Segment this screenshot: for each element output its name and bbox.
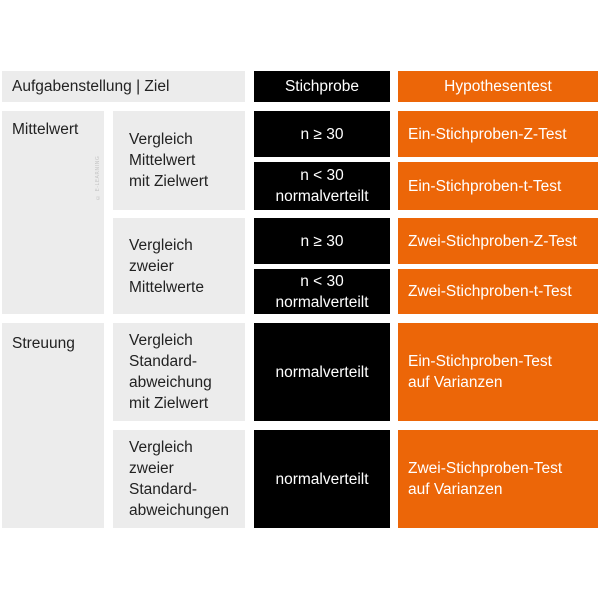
sample-text: n < 30 bbox=[300, 272, 344, 290]
header-test-label: Hypothesentest bbox=[444, 78, 552, 95]
copyright-watermark: © E-LEARNING bbox=[95, 155, 101, 200]
comparison-line: Vergleich bbox=[129, 131, 193, 148]
sample-cell bbox=[254, 323, 390, 421]
header-sample bbox=[254, 71, 390, 102]
comparison-line: abweichungen bbox=[129, 502, 229, 519]
sample-text: normalverteilt bbox=[275, 293, 369, 311]
group-streuung bbox=[2, 323, 104, 528]
test-text: auf Varianzen bbox=[408, 481, 503, 498]
comparison-line: abweichung bbox=[129, 374, 212, 391]
sample-text: n ≥ 30 bbox=[300, 232, 344, 250]
sample-cell bbox=[254, 162, 390, 210]
test-cell bbox=[398, 111, 598, 157]
sample-cell bbox=[254, 430, 390, 528]
test-cell bbox=[398, 162, 598, 210]
comparison-line: mit Zielwert bbox=[129, 395, 209, 412]
sample-cell bbox=[254, 269, 390, 314]
header-task-label: Aufgabenstellung | Ziel bbox=[12, 78, 170, 95]
comparison-line: Standard- bbox=[129, 353, 198, 370]
test-text: Zwei-Stichproben-Test bbox=[408, 460, 563, 477]
sample-text: n < 30 bbox=[300, 167, 344, 184]
test-cell bbox=[398, 218, 598, 264]
sample-cell bbox=[254, 218, 390, 264]
comparison-line: Mittelwerte bbox=[129, 278, 204, 296]
comparison-two-stddevs bbox=[113, 430, 245, 528]
comparison-line: zweier bbox=[129, 257, 174, 275]
comparison-line: Vergleich bbox=[129, 439, 193, 456]
sample-text: normalverteilt bbox=[275, 470, 369, 488]
comparison-line: Vergleich bbox=[129, 236, 193, 254]
group-label: Streuung bbox=[12, 335, 75, 352]
test-text: auf Varianzen bbox=[408, 374, 503, 391]
comparison-line: Mittelwert bbox=[129, 152, 196, 169]
test-text: Ein-Stichproben-Test bbox=[408, 353, 552, 370]
header-test bbox=[398, 71, 598, 102]
comparison-line: mit Zielwert bbox=[129, 173, 209, 190]
test-cell bbox=[398, 430, 598, 528]
sample-cell bbox=[254, 111, 390, 157]
group-label: Mittelwert bbox=[12, 121, 79, 138]
comparison-mean-target bbox=[113, 111, 245, 210]
header-sample-label: Stichprobe bbox=[284, 78, 360, 95]
comparison-line: Standard- bbox=[129, 481, 198, 498]
test-cell bbox=[398, 323, 598, 421]
test-cell bbox=[398, 269, 598, 314]
test-text: Zwei-Stichproben-Z-Test bbox=[408, 232, 577, 250]
sample-text: n ≥ 30 bbox=[300, 125, 344, 143]
sample-text: normalverteilt bbox=[275, 188, 369, 205]
test-text: Ein-Stichproben-t-Test bbox=[408, 177, 562, 195]
test-text: Ein-Stichproben-Z-Test bbox=[408, 125, 567, 143]
group-mittelwert bbox=[2, 111, 104, 314]
sample-text: normalverteilt bbox=[275, 363, 369, 381]
test-text: Zwei-Stichproben-t-Test bbox=[408, 283, 572, 300]
comparison-line: Vergleich bbox=[129, 332, 193, 349]
comparison-stddev-target bbox=[113, 323, 245, 421]
comparison-line: zweier bbox=[129, 460, 174, 477]
comparison-two-means bbox=[113, 218, 245, 314]
header-task bbox=[2, 71, 245, 102]
